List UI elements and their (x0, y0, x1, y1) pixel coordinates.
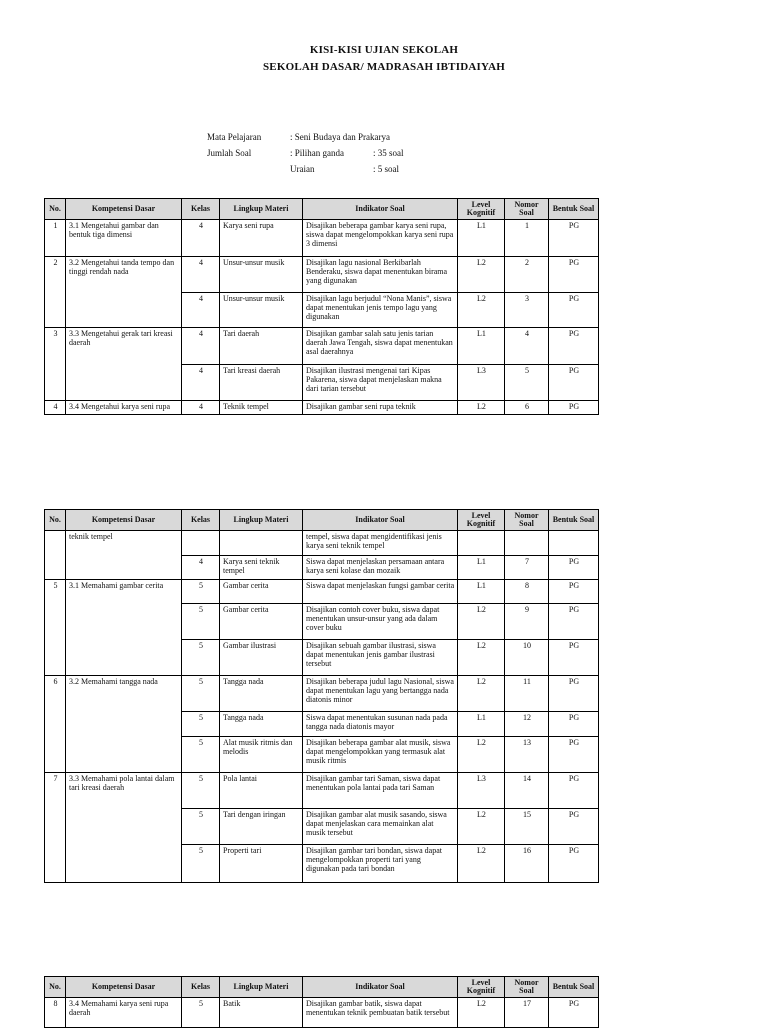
cell-materi: Tangga nada (220, 712, 303, 737)
cell-indikator: Disajikan lagu berjudul “Nona Manis”, siswa dapat menentukan jenis tempo lagu yang digunakan (303, 293, 458, 328)
column-header-bentuk: Bentuk Soal (549, 510, 599, 531)
cell-kd: 3.1 Memahami gambar cerita (66, 580, 182, 676)
cell-materi: Teknik tempel (220, 401, 303, 415)
kisi-table-1 (44, 198, 599, 415)
column-header-no: No. (45, 977, 66, 998)
cell-no: 7 (45, 773, 66, 883)
cell-kelas: 5 (182, 845, 220, 883)
cell-kd: 3.3 Memahami pola lantai dalam tari kreasi daerah (66, 773, 182, 883)
table-row (45, 580, 599, 604)
cell-bentuk: PG (549, 676, 599, 712)
column-header-level: Level Kognitif (458, 199, 505, 220)
column-header-kelas: Kelas (182, 977, 220, 998)
cell-kelas: 5 (182, 640, 220, 676)
cell-indikator: Disajikan contoh cover buku, siswa dapat menentukan unsur-unsur yang ada dalam cover buku (303, 604, 458, 640)
cell-level: L1 (458, 712, 505, 737)
cell-no: 1 (45, 220, 66, 257)
pilihan-ganda-count: : 35 soal (373, 148, 404, 158)
column-header-kd: Kompetensi Dasar (66, 977, 182, 998)
cell-bentuk: PG (549, 556, 599, 580)
cell-no: 4 (45, 401, 66, 415)
cell-materi: Tari daerah (220, 328, 303, 365)
column-header-nomor: Nomor Soal (505, 199, 549, 220)
cell-nomor: 4 (505, 328, 549, 365)
column-header-indikator: Indikator Soal (303, 510, 458, 531)
cell-no: 3 (45, 328, 66, 401)
cell-kelas: 5 (182, 604, 220, 640)
cell-nomor: 5 (505, 365, 549, 401)
mapel-value: : Seni Budaya dan Prakarya (290, 132, 390, 142)
cell-level: L3 (458, 365, 505, 401)
cell-kelas: 5 (182, 998, 220, 1028)
document-title: KISI-KISI UJIAN SEKOLAH (309, 44, 459, 56)
table-row (45, 220, 599, 257)
column-header-level: Level Kognitif (458, 977, 505, 998)
cell-materi: Gambar cerita (220, 580, 303, 604)
uraian-label: Uraian (290, 164, 315, 174)
cell-indikator: Siswa dapat menentukan susunan nada pada tangga nada diatonis mayor (303, 712, 458, 737)
cell-bentuk: PG (549, 737, 599, 773)
cell-level: L2 (458, 998, 505, 1028)
table-row (45, 998, 599, 1028)
cell-kelas: 4 (182, 220, 220, 257)
column-header-materi: Lingkup Materi (220, 510, 303, 531)
cell-bentuk: PG (549, 293, 599, 328)
cell-kelas: 4 (182, 365, 220, 401)
cell-nomor: 11 (505, 676, 549, 712)
cell-kd: 3.1 Mengetahui gambar dan bentuk tiga dimensi (66, 220, 182, 257)
cell-kd: teknik tempel (66, 531, 182, 580)
cell-nomor: 1 (505, 220, 549, 257)
column-header-kelas: Kelas (182, 510, 220, 531)
cell-kelas: 5 (182, 773, 220, 809)
cell-materi: Properti tari (220, 845, 303, 883)
cell-bentuk: PG (549, 220, 599, 257)
cell-kd: 3.3 Mengetahui gerak tari kreasi daerah (66, 328, 182, 401)
cell-level: L2 (458, 257, 505, 293)
cell-no: 8 (45, 998, 66, 1028)
column-header-nomor: Nomor Soal (505, 510, 549, 531)
table-row (45, 401, 599, 415)
cell-indikator: Siswa dapat menjelaskan fungsi gambar cerita (303, 580, 458, 604)
cell-nomor: 16 (505, 845, 549, 883)
cell-indikator: Disajikan gambar seni rupa teknik (303, 401, 458, 415)
cell-bentuk: PG (549, 845, 599, 883)
cell-indikator: Disajikan gambar batik, siswa dapat menentukan teknik pembuatan batik tersebut (303, 998, 458, 1028)
cell-bentuk: PG (549, 365, 599, 401)
column-header-indikator: Indikator Soal (303, 977, 458, 998)
cell-indikator: Disajikan gambar tari bondan, siswa dapat mengelompokkan properti tari yang digunakan pada tari bondan (303, 845, 458, 883)
column-header-nomor: Nomor Soal (505, 977, 549, 998)
cell-materi: Batik (220, 998, 303, 1028)
column-header-no: No. (45, 510, 66, 531)
cell-indikator: Disajikan gambar salah satu jenis tarian daerah Jawa Tengah, siswa dapat menentukan asal daerahnya (303, 328, 458, 365)
cell-kd: 3.4 Memahami karya seni rupa daerah (66, 998, 182, 1028)
cell-bentuk: PG (549, 257, 599, 293)
cell-nomor: 14 (505, 773, 549, 809)
column-header-materi: Lingkup Materi (220, 199, 303, 220)
cell-level: L1 (458, 580, 505, 604)
cell-materi: Unsur-unsur musik (220, 257, 303, 293)
cell-kelas: 5 (182, 676, 220, 712)
cell-nomor: 9 (505, 604, 549, 640)
column-header-level: Level Kognitif (458, 510, 505, 531)
cell-no: 2 (45, 257, 66, 328)
cell-indikator: Disajikan ilustrasi mengenai tari Kipas Pakarena, siswa dapat menjelaskan makna dari tarian tersebut (303, 365, 458, 401)
uraian-count: : 5 soal (373, 164, 399, 174)
cell-materi: Unsur-unsur musik (220, 293, 303, 328)
cell-indikator: tempel, siswa dapat mengidentifikasi jenis karya seni teknik tempel (303, 531, 458, 556)
column-header-bentuk: Bentuk Soal (549, 977, 599, 998)
cell-level: L2 (458, 809, 505, 845)
cell-nomor: 7 (505, 556, 549, 580)
column-header-no: No. (45, 199, 66, 220)
column-header-materi: Lingkup Materi (220, 977, 303, 998)
cell-materi: Gambar cerita (220, 604, 303, 640)
cell-bentuk: PG (549, 580, 599, 604)
cell-indikator: Disajikan beberapa judul lagu Nasional, siswa dapat menentukan lagu yang bertangga nada diatonis minor (303, 676, 458, 712)
table-header-row (45, 199, 599, 220)
cell-materi: Tari dengan iringan (220, 809, 303, 845)
cell-no (45, 531, 66, 580)
cell-kelas (182, 531, 220, 556)
cell-indikator: Disajikan gambar tari Saman, siswa dapat menentukan pola lantai pada tari Saman (303, 773, 458, 809)
cell-kelas: 5 (182, 737, 220, 773)
column-header-bentuk: Bentuk Soal (549, 199, 599, 220)
cell-indikator: Siswa dapat menjelaskan persamaan antara karya seni kolase dan mozaik (303, 556, 458, 580)
cell-kelas: 4 (182, 401, 220, 415)
cell-kelas: 5 (182, 809, 220, 845)
cell-level: L1 (458, 556, 505, 580)
cell-bentuk: PG (549, 998, 599, 1028)
table-header-row (45, 510, 599, 531)
cell-level: L1 (458, 328, 505, 365)
cell-bentuk: PG (549, 604, 599, 640)
kisi-table-2 (44, 509, 599, 883)
table-header-row (45, 977, 599, 998)
cell-bentuk: PG (549, 640, 599, 676)
cell-kelas: 4 (182, 257, 220, 293)
column-header-kd: Kompetensi Dasar (66, 199, 182, 220)
cell-indikator: Disajikan sebuah gambar ilustrasi, siswa dapat menentukan jenis gambar ilustrasi tersebut (303, 640, 458, 676)
column-header-kd: Kompetensi Dasar (66, 510, 182, 531)
table-row (45, 257, 599, 293)
cell-no: 5 (45, 580, 66, 676)
cell-level: L1 (458, 220, 505, 257)
cell-level: L2 (458, 293, 505, 328)
document-subtitle: SEKOLAH DASAR/ MADRASAH IBTIDAIYAH (262, 61, 506, 73)
cell-nomor: 12 (505, 712, 549, 737)
cell-level: L2 (458, 401, 505, 415)
cell-indikator: Disajikan beberapa gambar karya seni rupa, siswa dapat mengelompokkan karya seni rupa 3 dimensi (303, 220, 458, 257)
cell-indikator: Disajikan lagu nasional Berkibarlah Benderaku, siswa dapat menentukan birama yang digunakan (303, 257, 458, 293)
cell-kelas: 4 (182, 293, 220, 328)
table-row (45, 773, 599, 809)
table-row (45, 531, 599, 556)
cell-nomor: 13 (505, 737, 549, 773)
cell-nomor: 10 (505, 640, 549, 676)
cell-nomor: 3 (505, 293, 549, 328)
cell-level (458, 531, 505, 556)
cell-indikator: Disajikan beberapa gambar alat musik, siswa dapat mengelompokkan yang termasuk alat musik ritmis (303, 737, 458, 773)
column-header-indikator: Indikator Soal (303, 199, 458, 220)
cell-materi: Alat musik ritmis dan melodis (220, 737, 303, 773)
cell-materi (220, 531, 303, 556)
cell-nomor: 17 (505, 998, 549, 1028)
cell-nomor: 8 (505, 580, 549, 604)
cell-kd: 3.2 Memahami tangga nada (66, 676, 182, 773)
jumlah-soal-label: Jumlah Soal (207, 148, 252, 158)
cell-level: L2 (458, 604, 505, 640)
cell-indikator: Disajikan gambar alat musik sasando, siswa dapat menjelaskan cara memainkan alat musik tersebut (303, 809, 458, 845)
cell-level: L3 (458, 773, 505, 809)
cell-level: L2 (458, 640, 505, 676)
cell-bentuk: PG (549, 712, 599, 737)
mapel-label: Mata Pelajaran (207, 132, 262, 142)
cell-materi: Pola lantai (220, 773, 303, 809)
cell-kelas: 5 (182, 712, 220, 737)
cell-kd: 3.2 Mengetahui tanda tempo dan tinggi rendah nada (66, 257, 182, 328)
pilihan-ganda-label: : Pilihan ganda (290, 148, 344, 158)
cell-nomor: 2 (505, 257, 549, 293)
cell-bentuk (549, 531, 599, 556)
kisi-table-3 (44, 976, 599, 1028)
cell-no: 6 (45, 676, 66, 773)
cell-nomor: 6 (505, 401, 549, 415)
cell-bentuk: PG (549, 328, 599, 365)
cell-kelas: 4 (182, 328, 220, 365)
column-header-kelas: Kelas (182, 199, 220, 220)
table-row (45, 676, 599, 712)
cell-level: L2 (458, 676, 505, 712)
cell-bentuk: PG (549, 809, 599, 845)
cell-bentuk: PG (549, 401, 599, 415)
cell-kelas: 4 (182, 556, 220, 580)
cell-level: L2 (458, 845, 505, 883)
cell-materi: Tangga nada (220, 676, 303, 712)
cell-nomor: 15 (505, 809, 549, 845)
cell-materi: Karya seni teknik tempel (220, 556, 303, 580)
cell-materi: Karya seni rupa (220, 220, 303, 257)
cell-kelas: 5 (182, 580, 220, 604)
cell-materi: Gambar ilustrasi (220, 640, 303, 676)
table-row (45, 328, 599, 365)
cell-kd: 3.4 Mengetahui karya seni rupa (66, 401, 182, 415)
cell-materi: Tari kreasi daerah (220, 365, 303, 401)
cell-level: L2 (458, 737, 505, 773)
cell-nomor (505, 531, 549, 556)
cell-bentuk: PG (549, 773, 599, 809)
